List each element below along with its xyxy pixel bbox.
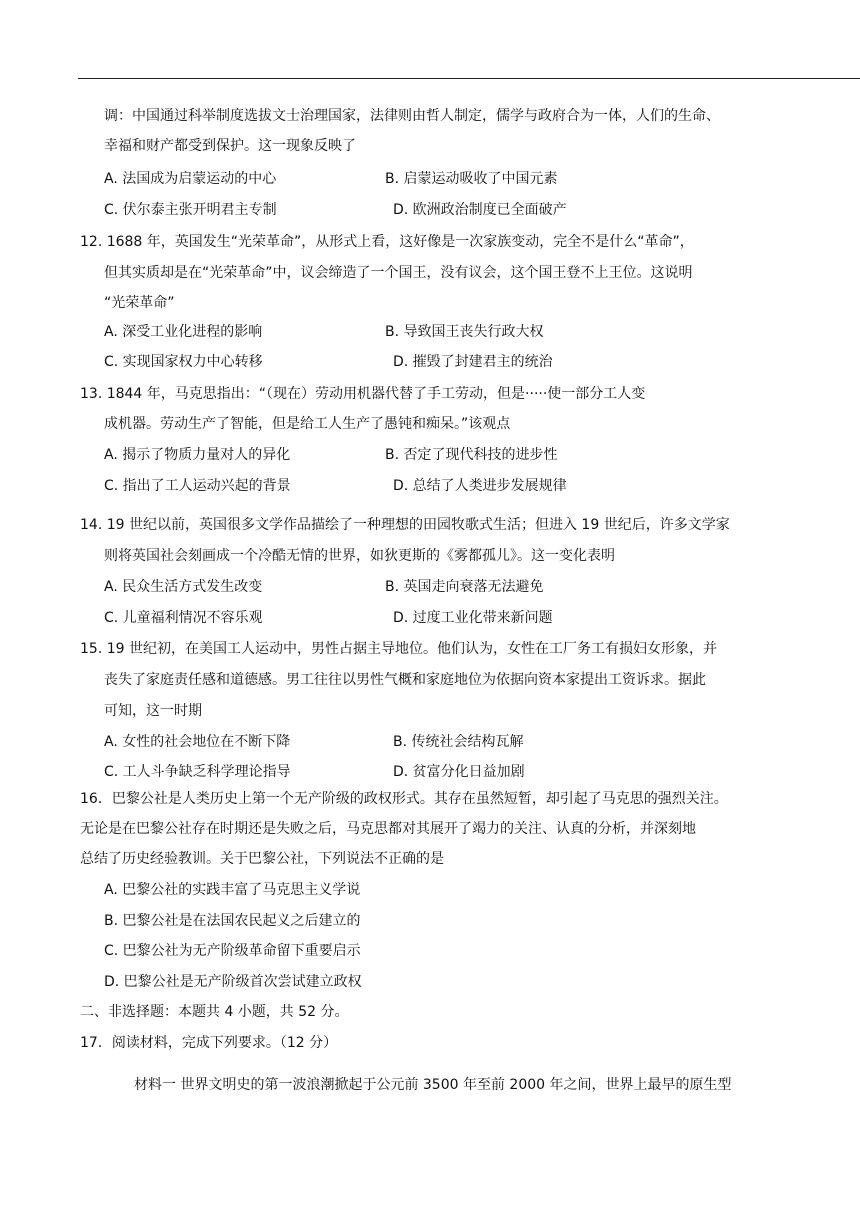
q12-option-c: C. 实现国家权力中心转移 — [104, 354, 263, 370]
q11-option-c: C. 伏尔泰主张开明君主专制 — [104, 202, 277, 218]
q17-material1: 材料一 世界文明史的第一波浪潮掀起于公元前 3500 年至前 2000 年之间，世界上最早的原生型 — [134, 1077, 732, 1093]
header-rule — [78, 78, 860, 79]
q16-line3: 总结了历史经验教训。关于巴黎公社，下列说法不正确的是 — [80, 851, 444, 867]
q13-line1: 13. 1844 年，马克思指出：“（现在）劳动用机器代替了手工劳动，但是·····使一部分工人变 — [80, 386, 646, 402]
q13-option-a: A. 揭示了物质力量对人的异化 — [104, 447, 291, 463]
q15-option-c: C. 工人斗争缺乏科学理论指导 — [104, 764, 291, 780]
q14-option-a: A. 民众生活方式发生改变 — [104, 579, 263, 595]
q12-line2: 但其实质却是在“光荣革命”中，议会缔造了一个国王，没有议会，这个国王登不上王位。这说明 — [104, 265, 693, 281]
q17-line1: 17．阅读材料，完成下列要求。（12 分） — [80, 1035, 338, 1051]
q11-line2: 幸福和财产都受到保护。这一现象反映了 — [104, 138, 356, 154]
q16-option-b: B. 巴黎公社是在法国农民起义之后建立的 — [104, 913, 361, 929]
q15-line1: 15. 19 世纪初，在美国工人运动中，男性占据主导地位。他们认为，女性在工厂务工有损妇女形象，并 — [80, 641, 717, 657]
q16-line2: 无论是在巴黎公社存在时期还是失败之后，马克思都对其展开了竭力的关注、认真的分析，并深刻地 — [80, 821, 696, 837]
q12-option-a: A. 深受工业化进程的影响 — [104, 324, 263, 340]
q14-option-d: D. 过度工业化带来新问题 — [393, 610, 553, 626]
q12-line3: “光荣革命” — [104, 295, 175, 311]
q14-line2: 则将英国社会刻画成一个冷酷无情的世界，如狄更斯的《雾都孤儿》。这一变化表明 — [104, 548, 615, 564]
q11-option-b: B. 启蒙运动吸收了中国元素 — [385, 171, 558, 187]
q15-option-d: D. 贫富分化日益加剧 — [393, 764, 525, 780]
q12-line1: 12. 1688 年，英国发生“光荣革命”，从形式上看，这好像是一次家族变动，完全不是什么“革命”， — [80, 234, 694, 250]
q15-option-a: A. 女性的社会地位在不断下降 — [104, 734, 291, 750]
q12-option-b: B. 导致国王丧失行政大权 — [385, 324, 544, 340]
q13-option-b: B. 否定了现代科技的进步性 — [385, 447, 558, 463]
q16-line1: 16．巴黎公社是人类历史上第一个无产阶级的政权形式。其存在虽然短暂，却引起了马克思的强烈关注。 — [80, 791, 728, 807]
q11-line1: 调：中国通过科举制度选拔文士治理国家，法律则由哲人制定，儒学与政府合为一体，人们的生命、 — [104, 108, 720, 124]
q16-option-c: C. 巴黎公社为无产阶级革命留下重要启示 — [104, 943, 361, 959]
q14-option-c: C. 儿童福利情况不容乐观 — [104, 610, 263, 626]
section-heading-nonchoice: 二、非选择题：本题共 4 小题，共 52 分。 — [80, 1004, 349, 1020]
q15-line2: 丧失了家庭责任感和道德感。男工往往以男性气概和家庭地位为依据向资本家提出工资诉求。据此 — [104, 672, 706, 688]
q15-option-b: B. 传统社会结构瓦解 — [393, 734, 524, 750]
q11-option-d: D. 欧洲政治制度已全面破产 — [393, 202, 567, 218]
q12-option-d: D. 摧毁了封建君主的统治 — [393, 354, 553, 370]
q13-option-d: D. 总结了人类进步发展规律 — [393, 478, 567, 494]
q14-option-b: B. 英国走向衰落无法避免 — [385, 579, 544, 595]
q15-line3: 可知，这一时期 — [104, 703, 202, 719]
q11-option-a: A. 法国成为启蒙运动的中心 — [104, 171, 277, 187]
q14-line1: 14. 19 世纪以前，英国很多文学作品描绘了一种理想的田园牧歌式生活；但进入 19 世纪后，许多文学家 — [80, 517, 730, 533]
q13-line2: 成机器。劳动生产了智能，但是给工人生产了愚钝和痴呆。”该观点 — [104, 416, 511, 432]
q16-option-a: A. 巴黎公社的实践丰富了马克思主义学说 — [104, 882, 361, 898]
q16-option-d: D. 巴黎公社是无产阶级首次尝试建立政权 — [104, 974, 362, 990]
q13-option-c: C. 指出了工人运动兴起的背景 — [104, 478, 291, 494]
